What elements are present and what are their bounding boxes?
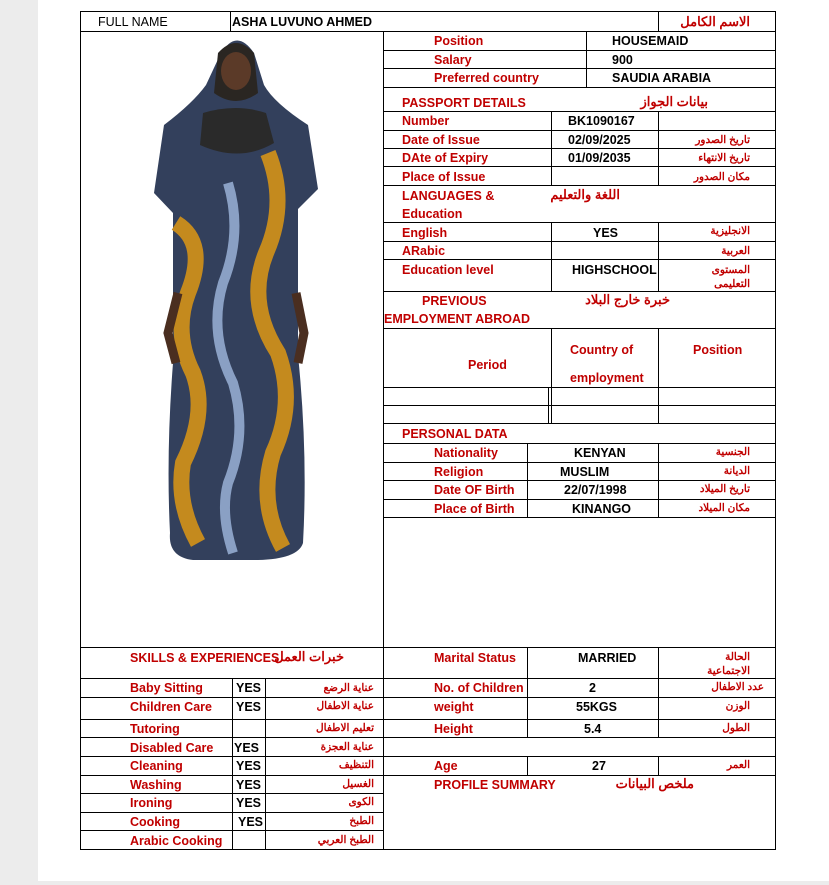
languages-heading-line2: Education: [402, 207, 463, 221]
english-value: YES: [593, 226, 619, 240]
skill-label-children-care: Children Care: [130, 700, 212, 714]
skill-value-ironing: YES: [236, 796, 262, 810]
weight-label: weight: [434, 700, 474, 714]
skill-ar-cleaning: التنظيف: [338, 759, 374, 771]
skill-label-baby-sitting: Baby Sitting: [130, 681, 203, 695]
religion-label: Religion: [434, 465, 484, 479]
column-country-line1: Country of: [570, 343, 634, 357]
expiry-date-ar: تاريخ الانتهاء: [698, 152, 750, 164]
passport-heading-ar: بيانات الجواز: [640, 94, 708, 109]
profile-summary-ar: ملخص البيانات: [615, 776, 694, 791]
languages-heading-line1: LANGUAGES &: [402, 189, 495, 203]
skill-label-ironing: Ironing: [130, 796, 173, 810]
date-of-birth-label: Date OF Birth: [434, 483, 515, 497]
skill-ar-ironing: الكوى: [348, 796, 374, 808]
skill-ar-baby-sitting: عناية الرضع: [323, 682, 374, 694]
skill-ar-disabled-care: عناية العجزة: [320, 741, 374, 753]
arabic-label: ARabic: [402, 244, 446, 258]
full-name-label: FULL NAME: [98, 15, 168, 29]
skill-value-washing: YES: [236, 778, 262, 792]
skill-value-disabled-care: YES: [234, 741, 260, 755]
issue-date-ar: تاريخ الصدور: [695, 134, 750, 146]
religion-value: MUSLIM: [560, 465, 610, 479]
nationality-ar: الجنسية: [715, 446, 750, 458]
height-ar: الطول: [722, 722, 750, 734]
age-value: 27: [592, 759, 606, 773]
children-count-ar: عدد الاطفال: [711, 681, 764, 693]
languages-heading-ar: اللغة والتعليم: [550, 187, 620, 202]
religion-ar: الديانة: [723, 465, 750, 477]
preferred-country-label: Preferred country: [434, 71, 539, 85]
profile-summary-label: PROFILE SUMMARY: [434, 778, 556, 792]
skill-ar-children-care: عناية الاطفال: [316, 700, 374, 712]
issue-date-value: 02/09/2025: [568, 133, 631, 147]
skill-label-cooking: Cooking: [130, 815, 180, 829]
skill-label-washing: Washing: [130, 778, 182, 792]
previous-employment-heading-line1: PREVIOUS: [422, 294, 487, 308]
skill-value-cleaning: YES: [236, 759, 262, 773]
passport-number-value: BK1090167: [568, 114, 635, 128]
height-value: 5.4: [584, 722, 602, 736]
skill-value-baby-sitting: YES: [236, 681, 262, 695]
passport-heading: PASSPORT DETAILS: [402, 96, 526, 110]
education-label: Education level: [402, 263, 494, 277]
skill-value-children-care: YES: [236, 700, 262, 714]
english-label: English: [402, 226, 448, 240]
height-label: Height: [434, 722, 473, 736]
skill-ar-arabic-cooking: الطبخ العربي: [317, 834, 374, 846]
passport-number-label: Number: [402, 114, 450, 128]
expiry-date-value: 01/09/2035: [568, 151, 631, 165]
education-ar-line2: التعليمى: [714, 278, 750, 290]
previous-employment-heading-line2: EMPLOYMENT ABROAD: [384, 312, 531, 326]
age-label: Age: [434, 759, 458, 773]
previous-employment-heading-ar: خبرة خارج البلاد: [585, 292, 670, 307]
weight-value: 55KGS: [576, 700, 617, 714]
place-of-birth-ar: مكان الميلاد: [698, 502, 750, 514]
column-period: Period: [468, 358, 507, 372]
place-of-birth-label: Place of Birth: [434, 502, 515, 516]
skill-label-arabic-cooking: Arabic Cooking: [130, 834, 223, 848]
date-of-birth-value: 22/07/1998: [564, 483, 627, 497]
personal-data-heading: PERSONAL DATA: [402, 427, 508, 441]
nationality-value: KENYAN: [574, 446, 626, 460]
marital-status-value: MARRIED: [578, 651, 637, 665]
full-name-value: ASHA LUVUNO AHMED: [232, 15, 373, 29]
place-of-issue-ar: مكان الصدور: [693, 171, 750, 183]
marital-status-ar-line2: الاجتماعية: [707, 665, 750, 677]
age-ar: العمر: [726, 759, 750, 771]
education-ar-line1: المستوى: [711, 264, 750, 276]
skills-heading: SKILLS & EXPERIENCES: [130, 651, 280, 665]
education-value: HIGHSCHOOL: [572, 263, 657, 277]
place-of-issue-label: Place of Issue: [402, 170, 486, 184]
issue-date-label: Date of Issue: [402, 133, 480, 147]
nationality-label: Nationality: [434, 446, 498, 460]
salary-value: 900: [612, 53, 633, 67]
place-of-birth-value: KINANGO: [572, 502, 632, 516]
date-of-birth-ar: تاريخ الميلاد: [699, 483, 750, 495]
preferred-country-value: SAUDIA ARABIA: [612, 71, 712, 85]
children-count-value: 2: [589, 681, 596, 695]
skill-ar-tutoring: تعليم الاطفال: [316, 722, 374, 734]
skill-ar-cooking: الطبخ: [349, 815, 374, 827]
arabic-ar: العربية: [721, 245, 750, 257]
skills-heading-ar: خبرات العمل: [274, 649, 344, 664]
column-country-line2: employment: [570, 371, 644, 385]
expiry-date-label: DAte of Expiry: [402, 151, 489, 165]
skill-label-tutoring: Tutoring: [130, 722, 180, 736]
children-count-label: No. of Children: [434, 681, 524, 695]
marital-status-label: Marital Status: [434, 651, 516, 665]
position-value: HOUSEMAID: [612, 34, 689, 48]
candidate-photo: [148, 33, 323, 563]
english-ar: الانجليزية: [710, 225, 750, 237]
column-position: Position: [693, 343, 743, 357]
full-name-ar-label: الاسم الكامل: [680, 14, 750, 29]
salary-label: Salary: [434, 53, 472, 67]
cv-sheet: [38, 0, 829, 881]
skill-value-cooking: YES: [238, 815, 264, 829]
weight-ar: الوزن: [725, 700, 750, 712]
marital-status-ar-line1: الحالة: [725, 651, 750, 663]
position-label: Position: [434, 34, 484, 48]
skill-label-cleaning: Cleaning: [130, 759, 183, 773]
skill-ar-washing: الغسيل: [342, 778, 374, 790]
skill-label-disabled-care: Disabled Care: [130, 741, 214, 755]
